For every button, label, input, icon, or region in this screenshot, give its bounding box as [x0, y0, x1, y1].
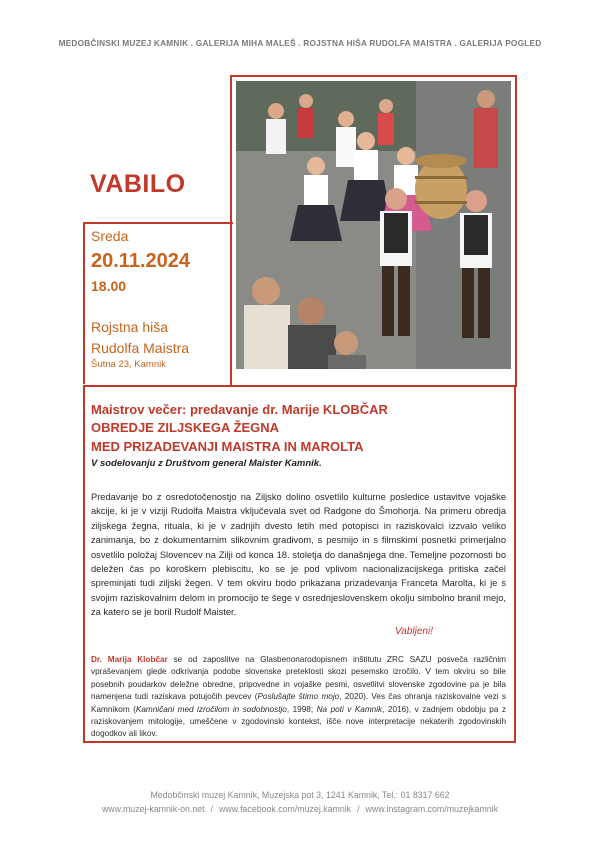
lecture-description: Predavanje bo z osredotočenostjo na Ziljsko dolino osvetlilo kulturne posledice ustavitve vojaške akcije, ki je v viziji Rudolfa Maistra vključevala svet od Radgone do Šmohorja. Na primeru obredja ziljskega žegna, rituala, ki je v zadnjih dvesto letih med potopisci in raziskovalci izzvalo veliko zanimanja, bo z dokumentarnim slikovnim gradivom, s pesmijo in s filmskimi posnetki primerjalno osvetlilo položaj Slovencev na Zilji od konca 18. stoletja do današnjega dne. Temeljne pozornosti bo deležen čas po koroškem plebiscitu, ko se je pod vplivom nacionalizacijskega pritiska začel spreminjati tudi ziljski žegen. V tem okviru bodo prikazana prizadevanja Franceta Marolta, ki je s svojim raziskovalnim delom in promocijo te šege v osrednjeslovenskem okolju simbolno branil mejo, za katero se je boril Rudolf Maister.	[91, 492, 506, 618]
invite-text: Vabljeni!	[395, 626, 433, 637]
collaboration-note: V sodelovanju z Društvom general Maister Kamnik.	[91, 458, 322, 469]
frame-line	[83, 222, 233, 224]
lecture-title-line-2: MED PRIZADEVANJI MAISTRA IN MAROLTA	[91, 439, 364, 454]
event-time: 18.00	[91, 278, 127, 294]
facebook-link[interactable]: www.facebook.com/muzej.kamnik	[219, 804, 352, 814]
event-date: 20.11.2024	[91, 250, 190, 272]
footer-links: www.muzej-kamnik-on.net / www.facebook.com/muzej.kamnik / www.instagram.com/muzejkamnik	[101, 804, 499, 814]
venue-address: Šutna 23, Kamnik	[91, 359, 166, 370]
speaker-name: Dr. Marija Klobčar	[91, 655, 168, 664]
speaker-bio: Dr. Marija Klobčar se od zaposlitve na Glasbenonarodopisnem inštitutu ZRC SAZU posveča različnim vpraševanjem glede odkrivanja podobe slovenske preteklosti skozi pesemsko izročilo. V tem okviru so bile posebnih poudarkov deležne obredne, pripovedne in vojaške pesmi, osvetlitvi slovenske zgodovine pa je bila namenjena tudi raziskava potujočih pevcev (Poslušajte štimo mojo, 2020). Ves čas ohranja raziskovalne vezi s Kamnikom (Kamničani med izročilom in sodobnostjo, 1998; Na poti v Kamnik, 2016), v zadnjem obdobju pa z raziskovanjem mitologije, umeščene v zgodovinski kontekst, išče nove interpretacije nekaterih zgodovinskih dogodkov ali likov.	[91, 655, 506, 739]
website-link[interactable]: www.muzej-kamnik-on.net	[101, 804, 205, 814]
lecture-title-line-1: OBREDJE ZILJSKEGA ŽEGNA	[91, 420, 280, 435]
instagram-link[interactable]: www.instagram.com/muzejkamnik	[365, 804, 499, 814]
event-day: Sreda	[91, 228, 129, 244]
museum-header: MEDOBČINSKI MUZEJ KAMNIK . GALERIJA MIHA MALEŠ . ROJSTNA HIŠA RUDOLFA MAISTRA . GALERIJA POGLED	[58, 38, 542, 48]
venue-line-2: Rudolfa Maistra	[91, 340, 190, 356]
venue-line-1: Rojstna hiša	[91, 319, 169, 335]
lecture-heading: Maistrov večer: predavanje dr. Marije KLOBČAR	[91, 402, 388, 417]
frame-line	[83, 222, 85, 384]
page-title: VABILO	[90, 170, 186, 198]
procession-photo	[236, 81, 511, 369]
footer-address: Medobčinski muzej Kamnik, Muzejska pot 3, 1241 Kamnik, Tel.: 01 8317 662	[150, 790, 450, 800]
